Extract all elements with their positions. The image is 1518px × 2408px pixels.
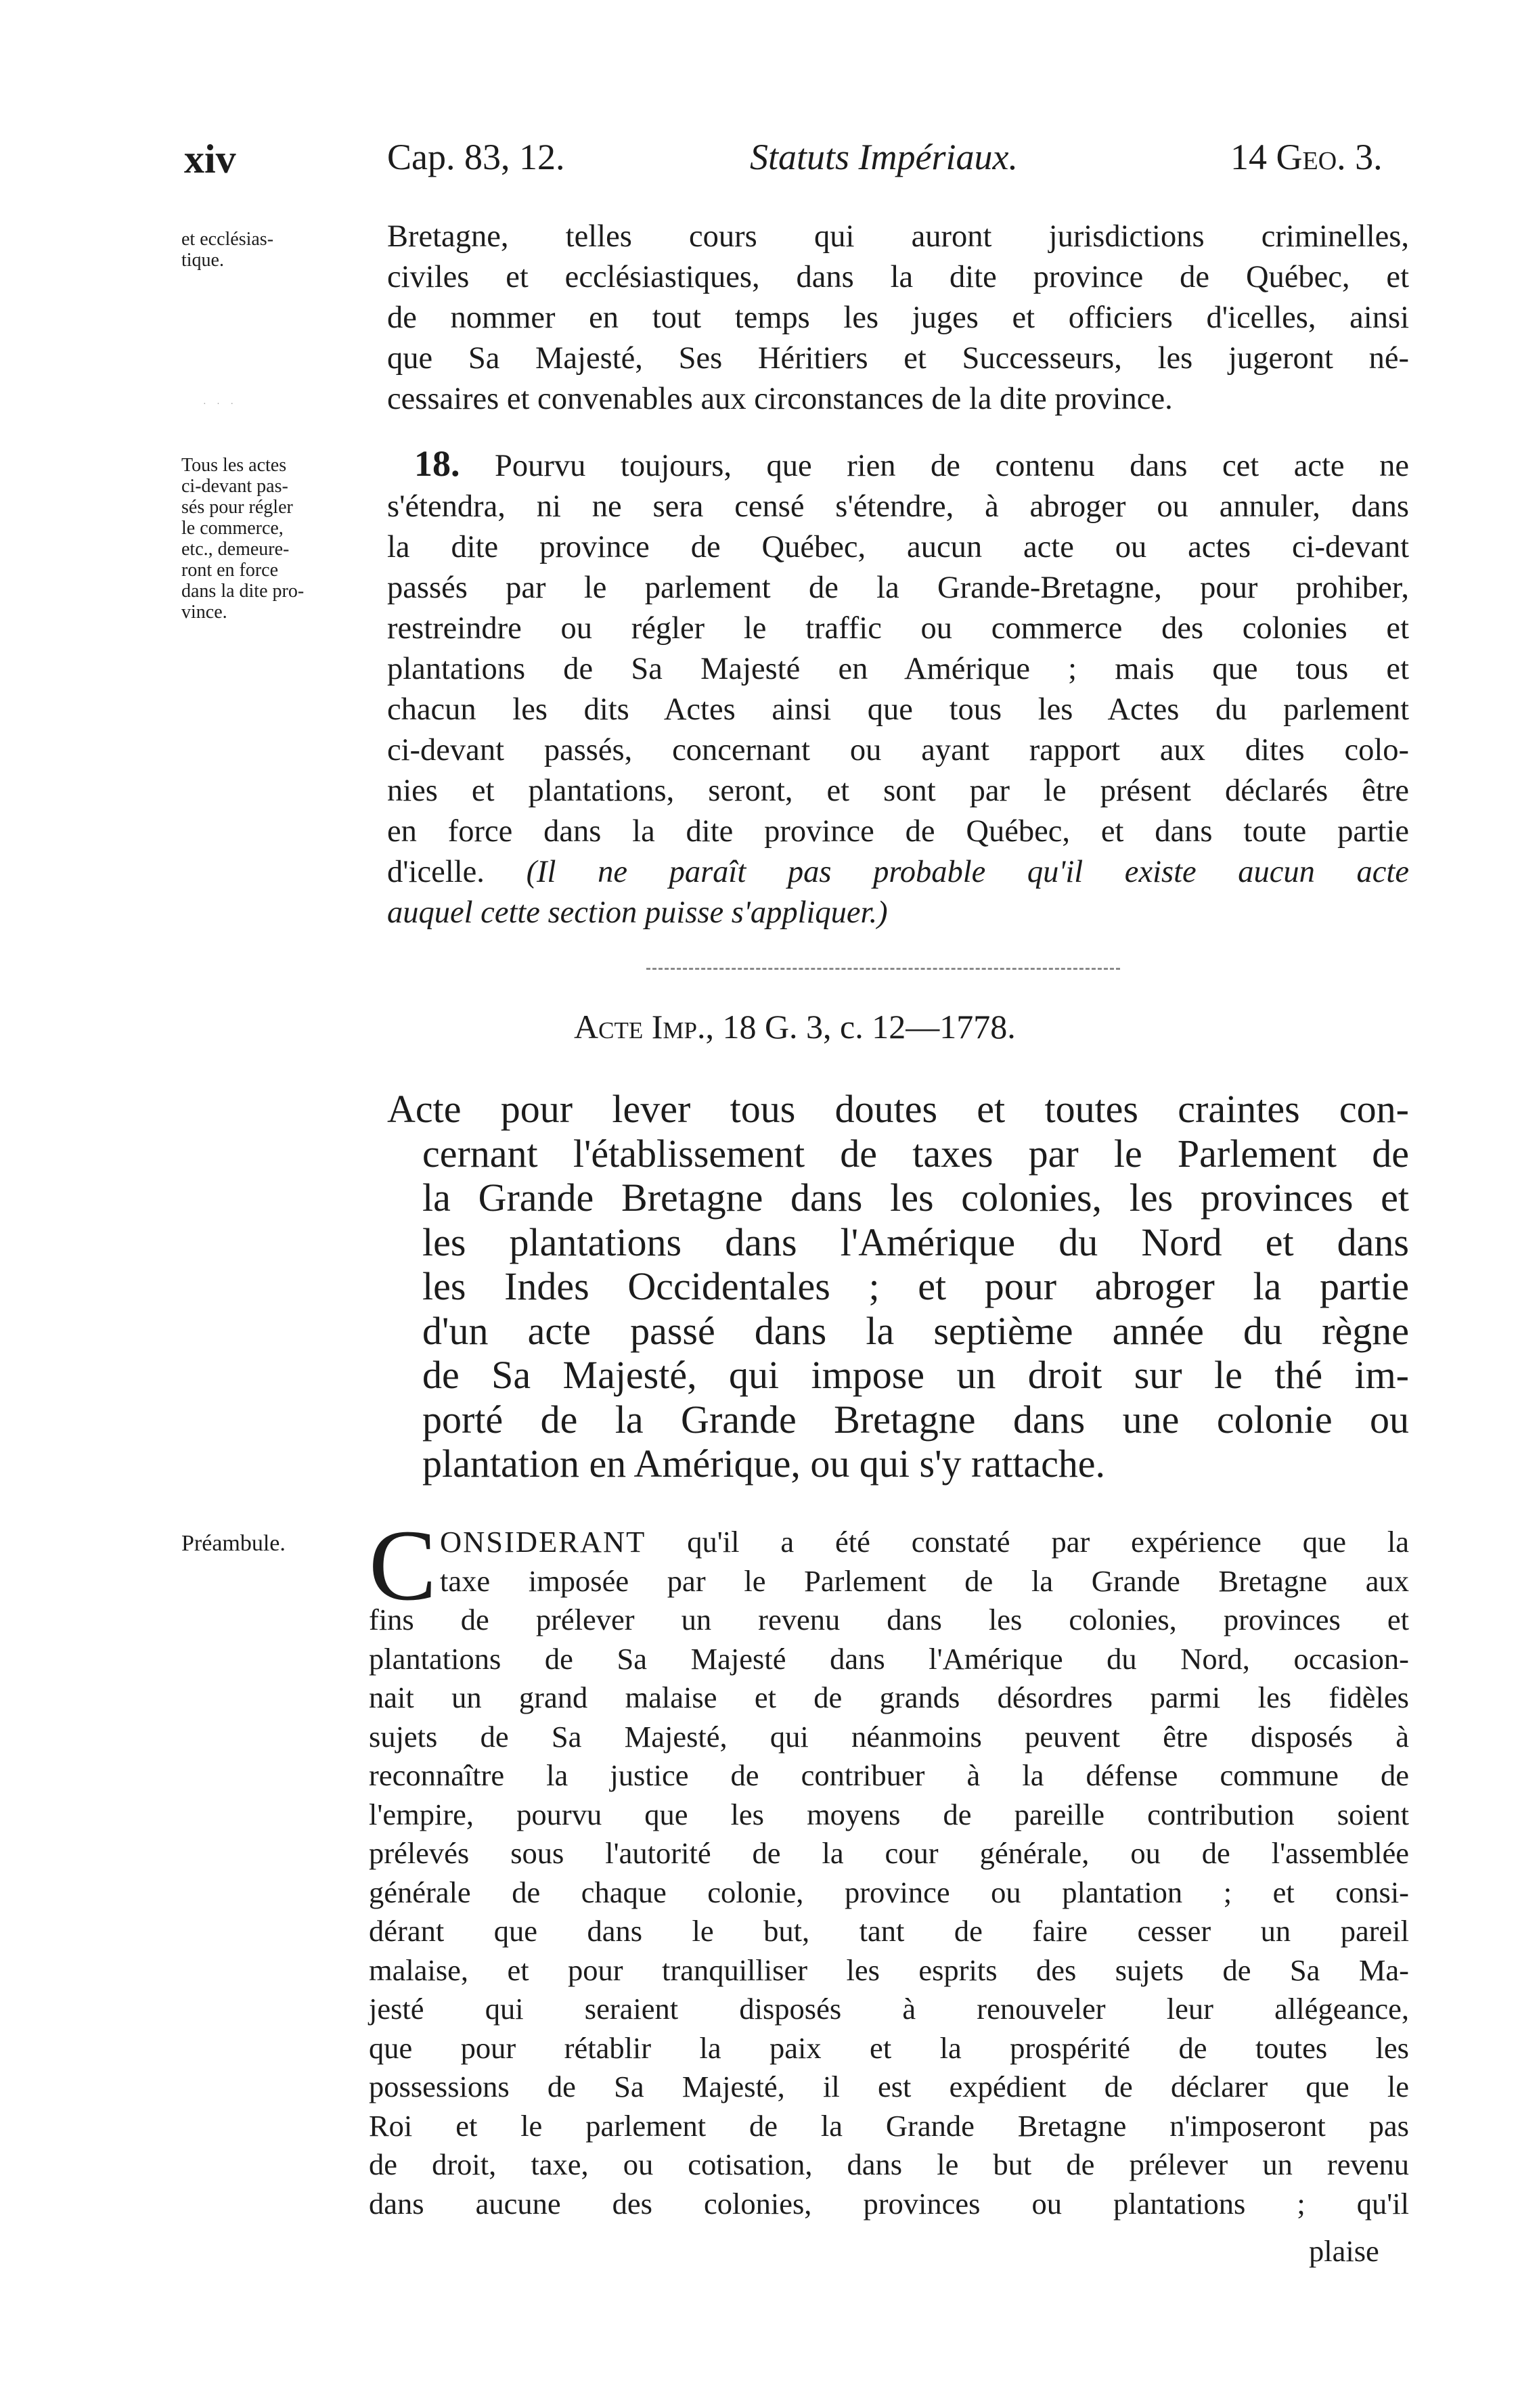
text-line: nies et plantations, seront, et sont par le présent déclarés être: [387, 774, 1409, 808]
text-line: chacun les dits Actes ainsi que tous les Actes du parlement: [387, 692, 1409, 727]
text-line: dérant que dans le but, tant de faire cesser un pareil: [369, 1914, 1409, 1948]
text-line: passés par le parlement de la Grande-Bretagne, pour prohiber,: [387, 571, 1409, 605]
text-line: que Sa Majesté, Ses Héritiers et Successeurs, les jugeront né-: [387, 341, 1409, 376]
section-18-first-line: [387, 443, 1409, 487]
preamble-margin-label: Préambule.: [181, 1531, 286, 1556]
text-line: fins de prélever un revenu dans les colonies, provinces et: [369, 1603, 1409, 1636]
catchword: plaise: [1309, 2234, 1379, 2268]
text-line: plantations de Sa Majesté dans l'Amérique du Nord, occasion-: [369, 1641, 1409, 1676]
section-17-continuation: [387, 217, 1409, 420]
editorial-note: (Il ne paraît pas probable qu'il existe aucun acte: [526, 855, 1409, 889]
margin-note-line: Tous les actes: [181, 455, 287, 476]
text-line: restreindre ou régler le traffic ou commerce des colonies et: [387, 611, 1409, 646]
text-line: prélevés sous l'autorité de la cour générale, ou de l'assemblée: [369, 1836, 1409, 1870]
text-line: plantations de Sa Majesté en Amérique ; mais que tous et: [387, 652, 1409, 686]
margin-note-line: ront en force: [181, 560, 279, 581]
drop-cap: C: [369, 1509, 437, 1622]
margin-note-17: [181, 229, 371, 271]
margin-note-line: vince.: [181, 602, 227, 623]
text-line: de nommer en tout temps les juges et officiers d'icelles, ainsi: [387, 300, 1409, 335]
page-number: xiv: [184, 137, 236, 181]
text-line: civiles et ecclésiastiques, dans la dite province de Québec, et: [387, 260, 1409, 294]
scan-speckle: · · ·: [203, 399, 238, 409]
text-line: possessions de Sa Majesté, il est expédient de déclarer que le: [369, 2070, 1409, 2103]
text-line: la dite province de Québec, aucun acte ou actes ci-devant: [387, 530, 1409, 564]
act-title-line: plantation en Amérique, ou qui s'y rattache.: [422, 1442, 1106, 1486]
text-line: Roi et le parlement de la Grande Bretagne n'imposeront pas: [369, 2108, 1409, 2143]
text-line: de droit, taxe, ou cotisation, dans le but de prélever un revenu: [369, 2147, 1409, 2181]
text-segment: d'icelle.: [387, 855, 485, 889]
act-title-line: la Grande Bretagne dans les colonies, les provinces et: [422, 1176, 1409, 1220]
text-line: taxe imposée par le Parlement de la Grande Bretagne aux: [440, 1563, 1409, 1598]
text-line: Bretagne, telles cours qui auront jurisdictions criminelles,: [387, 219, 1409, 254]
opening-word: ONSIDERANT: [440, 1525, 646, 1559]
margin-note-line: sés pour régler: [181, 497, 293, 518]
section-18-editorial-line-1: [387, 852, 1409, 893]
act-title-line: les plantations dans l'Amérique du Nord et dans: [422, 1220, 1409, 1264]
act-heading: [574, 1010, 1016, 1044]
margin-note-line: ci-devant pas-: [181, 476, 288, 497]
text-line: ci-devant passés, concernant ou ayant rapport aux dites colo-: [387, 733, 1409, 767]
text-line: dans aucune des colonies, provinces ou plantations ; qu'il: [369, 2186, 1409, 2221]
text-line: malaise, et pour tranquilliser les esprits des sujets de Sa Ma-: [369, 1953, 1409, 1987]
act-title-line: porté de la Grande Bretagne dans une colonie ou: [422, 1397, 1409, 1442]
act-heading-prefix: Acte Imp.,: [574, 1008, 714, 1046]
act-title-line: les Indes Occidentales ; et pour abroger la partie: [422, 1264, 1409, 1308]
text-line: en force dans la dite province de Québec, et dans toute partie: [387, 814, 1409, 849]
margin-note-line: dans la dite pro-: [181, 581, 305, 602]
text-line: sujets de Sa Majesté, qui néanmoins peuvent être disposés à: [369, 1719, 1409, 1754]
margin-note-18: [181, 455, 371, 623]
text-line: cessaires et convenables aux circonstances de la dite province.: [387, 382, 1173, 416]
text-line: reconnaître la justice de contribuer à la défense commune de: [369, 1758, 1409, 1792]
text-line: Pourvu toujours, que rien de contenu dans cet acte ne: [495, 449, 1409, 483]
margin-note-line: etc., demeure-: [181, 539, 290, 560]
section-number: 18.: [414, 443, 460, 484]
running-title: Statuts Impériaux.: [750, 137, 1018, 177]
margin-note-line: le commerce,: [181, 518, 284, 539]
text-segment: qu'il a été constaté par expérience que la: [687, 1525, 1409, 1559]
act-heading-citation: 18 G. 3, c. 12—1778.: [722, 1008, 1016, 1046]
editorial-note: auquel cette section puisse s'appliquer.): [387, 895, 888, 930]
text-line: s'étendra, ni ne sera censé s'étendre, à abroger ou annuler, dans: [387, 489, 1409, 524]
margin-note-line: tique.: [181, 250, 224, 271]
act-title-line: d'un acte passé dans la septième année du règne: [422, 1308, 1409, 1353]
act-title-line: de Sa Majesté, qui impose un droit sur le thé im-: [422, 1353, 1409, 1397]
text-line: générale de chaque colonie, province ou plantation ; et consi-: [369, 1875, 1409, 1909]
act-title: [387, 1087, 1409, 1486]
regnal-year: 14 Geo. 3.: [1230, 137, 1383, 177]
chapter-reference: Cap. 83, 12.: [387, 137, 565, 177]
section-18: [387, 443, 1409, 933]
act-title-line: cernant l'établissement de taxes par le Parlement de: [422, 1131, 1409, 1176]
text-line: que pour rétablir la paix et la prospérité de toutes les: [369, 2030, 1409, 2065]
preamble-text: [369, 1523, 1409, 2223]
act-title-line: Acte pour lever tous doutes et toutes craintes con-: [387, 1087, 1409, 1131]
margin-note-line: et ecclésias-: [181, 229, 274, 250]
text-line: nait un grand malaise et de grands désordres parmi les fidèles: [369, 1680, 1409, 1714]
preamble-first-line: [369, 1523, 1409, 1562]
section-divider: [646, 968, 1120, 970]
text-line: l'empire, pourvu que les moyens de pareille contribution soient: [369, 1797, 1409, 1831]
text-line: jesté qui seraient disposés à renouveler leur allégeance,: [369, 1992, 1409, 2026]
